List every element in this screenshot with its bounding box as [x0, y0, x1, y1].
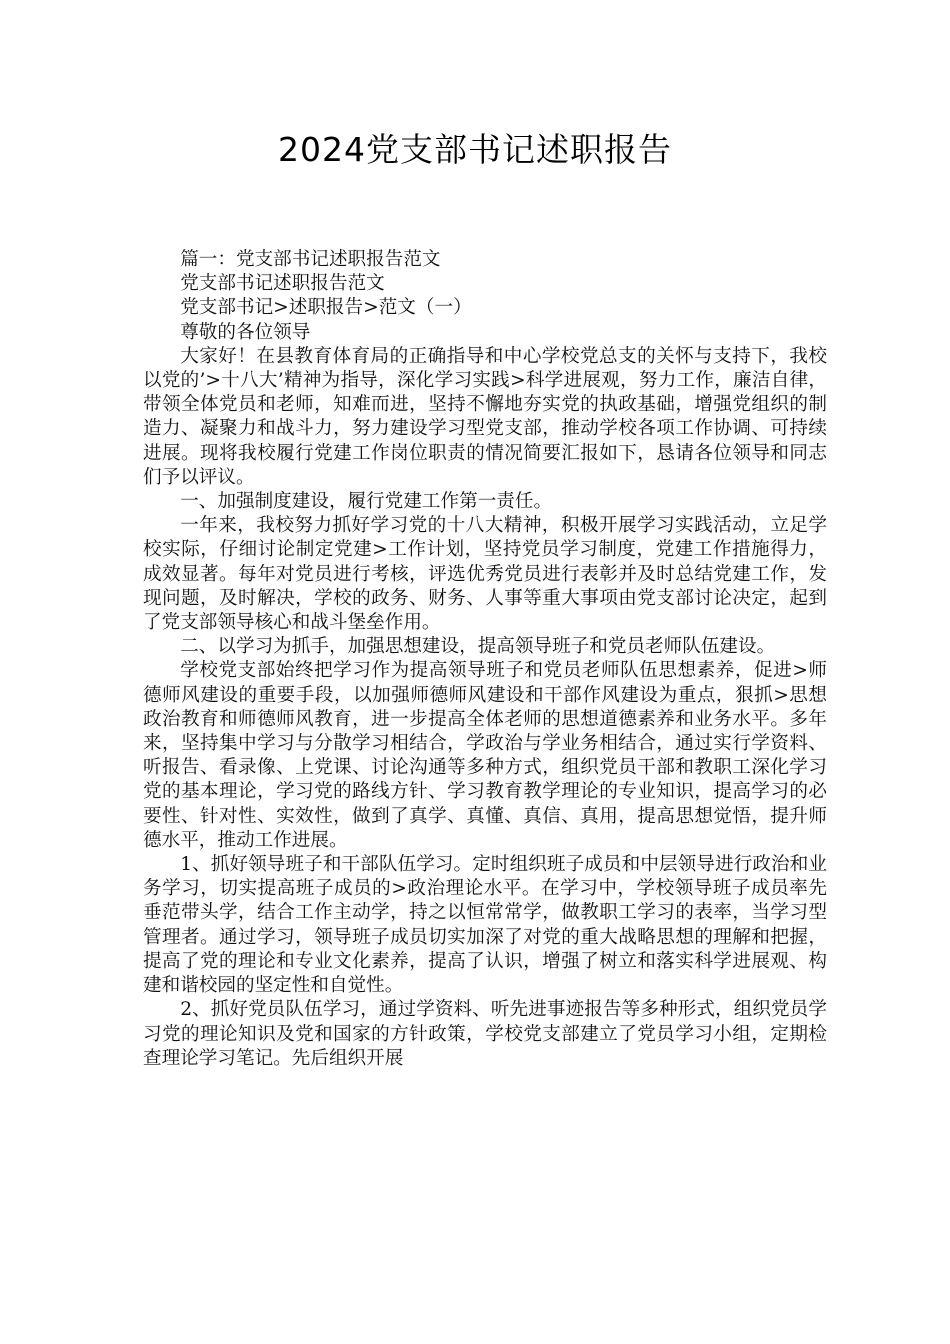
section-heading-2: 二、以学习为抓手，加强思想建设，提高领导班子和党员老师队伍建设。 [180, 636, 776, 658]
body-paragraph: 1、抓好领导班子和干部队伍学习。定时组织班子成员和中层领导进行政治和业务学习，切实提高班子成员的>政治理论水平。在学习中，学校领导班子成员率先垂范带头学，结合工作主动学，持之以恒常常学，做教职工学习的表率，当学习型管理者。通过学习，领导班子成员切实加深了对党的重大战略思想的理解和把握，提高了党的理论和专业文化素养，提高了认识，增强了树立和落实科学进展观、构建和谐校园的坚定性和自觉性。 [143, 854, 827, 997]
body-paragraph: 2、抓好党员队伍学习，通过学资料、听先进事迹报告等多种形式，组织党员学习党的理论知识及党和国家的方针政策，学校党支部建立了党员学习小组，定期检查理论学习笔记。先后组织开展 [143, 999, 827, 1069]
body-paragraph-salutation: 尊敬的各位领导 [180, 321, 311, 343]
body-paragraph: 一年来，我校努力抓好学习党的十八大精神，积极开展学习实践活动，立足学校实际，仔细讨论制定党建>工作计划，坚持党员学习制度，党建工作措施得力，成效显著。每年对党员进行考核，评选优秀党员进行表彰并及时总结党建工作，发现问题，及时解决，学校的政务、财务、人事等重大事项由党支部讨论决定，起到了党支部领导核心和战斗堡垒作用。 [143, 515, 827, 634]
document-title: 2024党支部书记述职报告 [278, 130, 672, 169]
body-paragraph-heading: 党支部书记述职报告范文 [180, 273, 385, 295]
body-paragraph-heading-2: 党支部书记>述职报告>范文（一） [180, 297, 472, 319]
body-paragraph: 大家好！在县教育体育局的正确指导和中心学校党总支的关怀与支持下，我校以党的’>十八大’精神为指导，深化学习实践>科学进展观，努力工作，廉洁自律，带领全体党员和老师，知难而进，坚持不懈地夯实党的执政基础，增强党组织的制造力、凝聚力和战斗力，努力建设学习型党支部，推动学校各项工作协调、可持续进展。现将我校履行党建工作岗位职责的情况简要汇报如下，恳请各位领导和同志们予以评议。 [143, 345, 827, 488]
section-heading-1: 一、加强制度建设，履行党建工作第一责任。 [180, 491, 553, 513]
document-body [143, 248, 827, 1071]
body-paragraph-subtitle: 篇一：党支部书记述职报告范文 [180, 249, 441, 270]
body-paragraph: 学校党支部始终把学习作为提高领导班子和党员老师队伍思想素养，促进>师德师风建设的重要手段，以加强师德师风建设和干部作风建设为重点，狠抓>思想政治教育和师德师风教育，进一步提高全体老师的思想道德素养和业务水平。多年来，坚持集中学习与分散学习相结合，学政治与学业务相结合，通过实行学资料、听报告、看录像、上党课、讨论沟通等多种方式，组织党员干部和教职工深化学习党的基本理论，学习党的路线方针、学习教育教学理论的专业知识，提高学习的必要性、针对性、实效性，做到了真学、真懂、真信、真用，提高思想觉悟，提升师德水平，推动工作进展。 [143, 660, 827, 851]
